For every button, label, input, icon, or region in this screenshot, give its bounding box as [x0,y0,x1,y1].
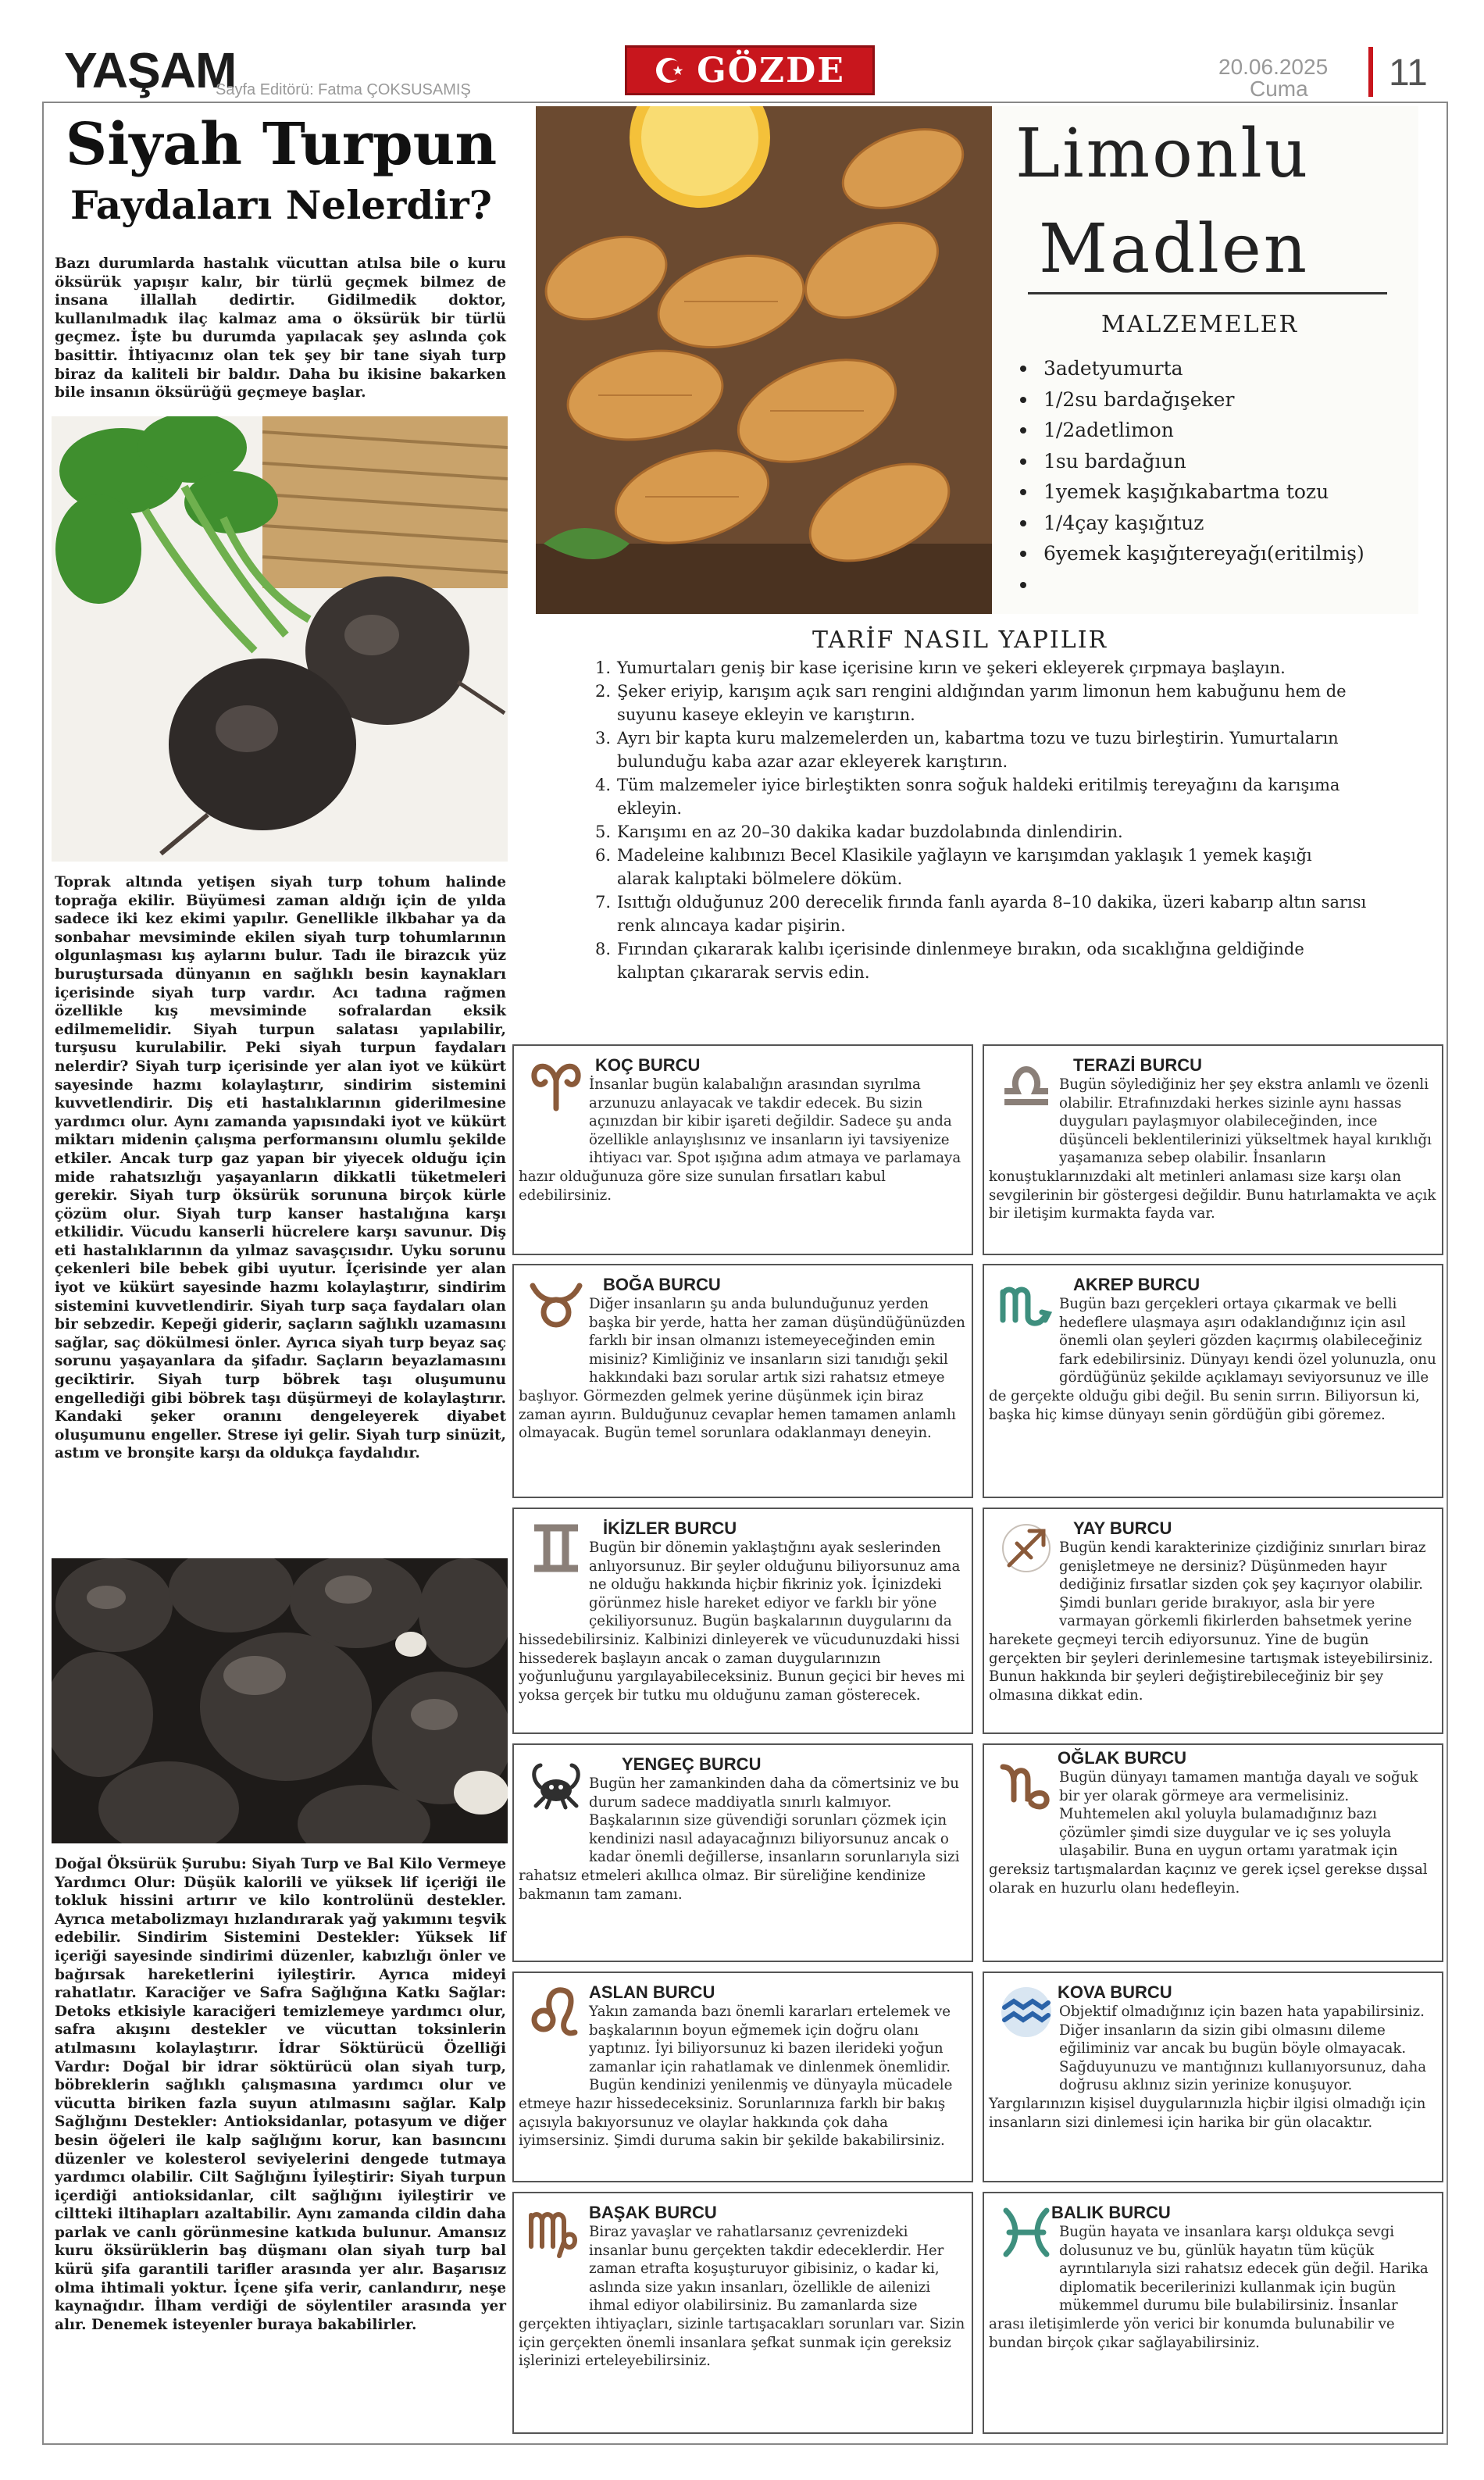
article-subtitle: Faydaları Nelerdir? [70,182,492,228]
step-text: Karışımı en az 20–30 dakika kadar buzdolabında dinlendirin. [617,823,1123,841]
horoscope-virgo [512,2192,973,2434]
step-text: Tüm malzemeler iyice birleştikten sonra soğuk haldeki eritilmiş tereyağını da karışıma ekleyin. [617,776,1340,818]
horoscope-text: Bugün söylediğiniz her şey ekstra anlamlı ve özenli olabilir. Etrafınızdaki herkes sizinle aynı hassas duyguları paylaşmıyor olabileceğinden, ince düşünceli beklentilerinizi yükseltmek hayal kırıklığı yaşamanıza sebep olabilir. İnsanların konuştuklarınızdaki alt metinleri anlaması size karşı olan sevgilerinin bir göstergesi değildir. Bunu hatırlamakta ve açık bir iletişim kurmakta fayda var. [989,1076,1436,1222]
horoscope-text: Bugün hayata ve insanlara karşı oldukça sevgi dolusunuz ve bu, günlük hayatın tüm küçük ayrıntılarıyla sizi rahatsız edecek gün değil. Harika diplomatik becerilerinizi kullanmak için bugün mükemmel durumu bile bulabilirsiniz. İnsanlar arası iletişimlerde yön verici bir konumda bulunabilir ve bundan birçok çıkar sağlayabilirsiniz. [989,2224,1429,2351]
step-text: Ayrı bir kapta kuru malzemelerden un, kabartma tozu ve tuzu birleştirin. Yumurtaların bulunduğu kaba azar azar ekleyerek karıştırın. [617,729,1339,771]
article-body-continued: Doğal Öksürük Şurubu: Siyah Turp ve Bal Kilo Vermeye Yardımcı Olur: Düşük kalorili ve yüksek lif içeriği ile tokluk hissini artırır ve kilo kontrolünü destekler. Ayrıca metabolizmayı hızlandırarak yağ yakımını teşvik edebilir. Sindirim Sistemini Destekler: Yüksek lif içeriği sayesinde sindirimi düzenler, kabızlığı önler ve bağırsak hareketlerini iyileştirir. Ayrıca mideyi rahatlatır. Karaciğer ve Safra Sağlığına Katkı Sağlar: Detoks etkisiyle karaciğeri temizlemeye yardımcı olur, safra akışını destekler ve vücuttan toksinlerin atılmasını kolaylaştırır. İdrar Söktürücü Özelliği Vardır: Doğal bir idrar söktürücü olan siyah turp, böbreklerin sağlıklı çalışmasına yardımcı olur ve vücutta biriken fazla suyun atılmasını sağlar. Kalp Sağlığını Destekler: Antioksidanlar, potasyum ve diğer besin öğeleri ile kalp sağlığını korur, kan basıncını düzenler ve kolesterol seviyelerini dengede tutmaya yardımcı olabilir. Cilt Sağlığını İyileştirir: Siyah turpun içerdiği antioksidanlar, cilt sağlığını iyileştirir ve ciltteki iltihapları azaltabilir. Aynı zamanda cildin daha parlak ve canlı görünmesine katkıda bulunur. Amansız kuru öksürüklerin baş düşmanı olan siyah turp bal kürü şifa garantili tarifler arasında yer alır. Başarısız olma ihtimali yoktur. İçene şifa verir, canlandırır, neşe kaynağıdır. İlham verdiği de söylentiler arasında yer alır. Denemek isteyenler buraya bakabilirler. [55,1856,506,2333]
crescent-star-icon [655,55,686,86]
black-radish-photo [52,416,508,862]
horoscope-name: BOĞA BURCU [603,1275,721,1294]
horoscope-scorpio [983,1264,1443,1498]
header-divider [1368,47,1373,97]
horoscope-text: Objektif olmadığınız için bazen hata yapabilirsiniz. Diğer insanların da sizin gibi olmasını dileme eğiliminiz var ancak bu bugün böyle olmayacak. Sağduyunuzu ve mantığınızı kullanıyorsunuz, daha doğrusu aklınız sizin yerinize konuşuyor. Yargılarınızın kişisel duygularınızla hiçbir ilgisi olmadığı için insanların sizi dinlemesi için harika bir gün olacaktır. [989,2004,1427,2131]
issue-day: Cuma [1250,77,1308,101]
horoscope-gemini [512,1508,973,1734]
step-text: Şeker eriyip, karışım açık sarı rengini aldığından yarım limonun hem kabuğunu hem de suyunu kaseye ekleyin ve karıştırın. [617,682,1347,724]
ingredient-item: 1/4çay kaşığıtuz [1015,508,1364,539]
horoscope-aries [512,1044,973,1255]
horoscope-text: Bugün bir dönemin yaklaştığını ayak seslerinden anlıyorsunuz. Bir şeyler olduğunu biliyorsunuz ama ne olduğu hakkında hiçbir fikriniz yok. İçinizdeki görünmez hisle hareket ediyor ve farklı bir yöne çekiliyorsunuz. Bugün başkalarının duygularını da hissedebilirsiniz. Kalbinizi dinleyerek ve vücudunuzdaki hissi hissederek başlayın ancak o zaman duygularınızın yoğunluğunu yargılayabileceksiniz. Bunun geçici bir heves mi yoksa gerçek bir tutku mu olduğunu zaman gösterecek. [519,1540,965,1704]
recipe-title: Limonlu [1015,115,1311,193]
ingredient-item: 1/2su bardağışeker [1015,384,1364,416]
ingredient-item: 6yemek kaşığıtereyağı(eritilmiş) [1015,538,1364,569]
title-underline [1028,292,1387,294]
horoscope-name: YAY BURCU [1073,1518,1172,1538]
recipe-step [578,937,1367,984]
step-text: Fırından çıkararak kalıbı içerisinde dinlenmeye bırakın, oda sıcaklığına geldiğinde kalıptan çıkararak servis edin. [617,940,1304,982]
madeleine-photo [536,106,992,614]
page-number: 11 [1389,52,1428,94]
horoscope-libra [983,1044,1443,1255]
page-editor: Sayfa Editörü: Fatma ÇOKSUSAMIŞ [216,81,471,98]
steps-heading: TARİF NASIL YAPILIR [812,626,1108,654]
step-number: 4. [594,776,611,794]
step-text: Isıttığı olduğunuz 200 derecelik fırında fanlı ayarda 8–10 dakika, üzeri kabarıp altın sarısı renk alıncaya kadar pişirin. [617,893,1367,935]
horoscope-text: İnsanlar bugün kalabalığın arasından sıyrılma arzunuzu anlayacak ve takdir edecek. Bu sizin açınızdan bir kibir işareti değildir. Sadece şu anda özellikle anlayışlısınız ve insanların iyi tavsiyenize ihtiyacı var. Spot ışığına adım atmaya ve parlamaya hazır olduğunuza göre size sunulan fırsatları kabul edebilirsiniz. [519,1076,961,1204]
horoscope-text: Yakın zamanda bazı önemli kararları ertelemek ve başkalarının boyun eğmemek için doğru olanı yaptınız. İyi biliyorsunuz ki bazen ilerideki yoğun zamanlar için rahatlamak ve dinlenmek önemlidir. Bugün kendinizi yenilenmiş ve dünyayla mücadele etmeye hazır hissedeceksiniz. Sorunlarınıza farklı bir bakış açısıyla bakıyorsunuz ve olaylar hakkında çok daha iyimsersiniz. Şimdi duruma sakin bir şekilde bakabilirsiniz. [519,2004,953,2150]
horoscope-name: BALIK BURCU [1051,2203,1171,2222]
horoscope-capricorn [983,1743,1443,1962]
step-number: 6. [594,846,611,865]
logo-text: GÖZDE [697,50,845,91]
horoscope-aquarius [983,1972,1443,2182]
horoscope-name: KOÇ BURCU [595,1055,701,1075]
recipe-step [578,820,1367,844]
step-number: 8. [594,940,611,958]
horoscope-text: Bugün kendi karakterinize çizdiğiniz sınırları biraz genişletmeye ne dersiniz? Düşünmeden hayır dediğiniz fırsatlar sizden çok şey kaçırıyor olabilir. Şimdi bunları geride bırakıyor, asla bir yere varmayan görkemli fikirlerden bahsetmek yerine harekete geçmeyi tercih ediyorsunuz. Yine de bugün gerçekten bir şeyleri derinlemesine tartışmak isteyebilirsiniz. Bunun hakkında bir şeyleri değiştirebileceğiniz bir şey olmasına dikkat edin. [989,1540,1433,1704]
section-title: YAŞAM [64,42,237,98]
horoscope-name: YENGEÇ BURCU [622,1754,762,1774]
step-number: 5. [594,823,611,841]
recipe-step [578,773,1367,820]
horoscope-text: Biraz yavaşlar ve rahatlarsanız çevrenizdeki insanlar bunu gerçekten takdir edeceklerdir. Her zaman etrafta koşuşturuyor gibisiniz, o kadar ki, aslında size yakın insanları, özellikle de ailenizi ihmal ediyor olabilirsiniz. Bu zamanlarda size gerçekten ihtiyaçları, sizinle tartışacakları sorunları var. Sizin için gerçekten önemli insanlara şefkat sunmak için gereksiz işlerinizi erteleyebilirsiniz. [519,2224,965,2370]
ingredients-list [1015,353,1364,569]
step-number: 2. [594,682,611,701]
ingredient-item: 1su bardağıun [1015,446,1364,477]
horoscope-name: AKREP BURCU [1073,1275,1200,1294]
horoscope-name: TERAZİ BURCU [1073,1055,1202,1075]
step-text: Madeleine kalıbınızı Becel Klasikile yağlayın ve karışımdan yaklaşık 1 yemek kaşığı alarak kalıptaki bölmelere döküm. [617,846,1312,888]
horoscope-name: ASLAN BURCU [589,1982,715,2002]
ingredient-item: 1/2adetlimon [1015,415,1364,446]
recipe-step [578,656,1367,680]
horoscope-cancer [512,1743,973,1962]
recipe-title-line2: Madlen [1039,210,1310,288]
step-number: 7. [594,893,611,912]
step-number: 1. [594,658,611,677]
ingredients-heading: MALZEMELER [1101,311,1299,338]
horoscope-text: Diğer insanların şu anda bulunduğunuz yerden başka bir yerde, hatta her zaman düşündüğünüzden farklı bir insan olmanızı istemeyeceğinden emin misiniz? Kimliğiniz ve insanların sizi tanıdığı şekil hakkındaki bazı sorular artık sizi rahatsız etmeye başlıyor. Görmezden gelmek yerine düşünmek için biraz zaman ayırın. Bulduğunuz cevaplar hemen tamamen anlamlı olmayacak. Bugün temel sorunlara odaklanmayı deneyin. [519,1296,965,1442]
step-number: 3. [594,729,611,748]
recipe-step [578,844,1367,890]
article-intro: Bazı durumlarda hastalık vücuttan atılsa bile o kuru öksürük yapışır kalır, bir türlü geçmek bilmez de insana illallah dedirtir. Gidilmedik doktor, kullanılmadık ilaç kalmaz ama o öksürük bir türlü geçmez. İşte bu durumda yapılacak şey aslında çok basittir. İhtiyacınız olan tek şey bir tane siyah turp biraz da kaliteli bir baldır. Daha bu ikisine bakarken bile insanın öksürüğü geçmeye başlar. [55,255,506,401]
horoscope-leo [512,1972,973,2182]
article-title: Siyah Turpun [65,111,498,178]
issue-date: 20.06.2025 [1218,55,1329,79]
recipe-step [578,680,1367,726]
article-body: Toprak altında yetişen siyah turp tohum halinde toprağa ekilir. Büyümesi zaman aldığı için de yılda sadece iki kez ekimi yapılır. Genellikle ilkbahar ya da sonbahar mevsiminde ekilen siyah turp tohumlarının olgunlaşması kış aylarını bulur. Tadı ile birazcık yüz buruştursada dünyanın en sağlıklı besin kaynakları içerisinde siyah turp vardır. Acı tadına rağmen özellikle kış mevsiminde sofralardan eksik edilmemelidir. Siyah turpun salatası yapılabilir, turşusu kurulabilir. Peki siyah turpun faydaları nelerdir? Siyah turp içerisinde yer alan iyot ve kükürt sayesinde hazmı kolaylaştırır, sindirim sistemini kuvvetlendirir. Diş eti hastalıklarının giderilmesine yardımcı olur. Aynı zamanda yapısındaki iyot ve kükürt miktarı midenin çalışma performansını olumlu şekilde etkiler. Ancak turp gaz yapan bir yiyecek olduğu için mide rahatsızlığı yaşayanların dikkatli tüketmeleri gerekir. Siyah turp öksürük sorununa birçok kürle çözüm olur. Siyah turp kanser hastalığına karşı etkilidir. Vücudu kanserli hücrelere karşı savunur. Diş eti hastalıklarının da yılmaz savaşçısıdır. Uyku sorunu çekenleri bile bebek gibi uyutur. İçerisinde yer alan iyot ve kükürt sayesinde hazmı kolaylaştırır, sindirim sistemini kuvvetlendirir. Siyah turp saça faydaları olan bir sebzedir. Kepeği giderir, saçların sağlıklı uzamasını sağlar, saç dökülmesi önler. Ayrıca siyah turp beyaz saç sorunu yaşayanlara da şifadır. Saçların beyazlamasını geciktirir. Siyah turp böbrek taşı oluşumunu engellediği gibi böbrek taşı düşürmeyi de kolaylaştırır. Kandaki şeker oranını dengeleyerek diyabet oluşumunu engeller. Strese iyi gelir. Siyah turp sinüzit, astım ve bronşite karşı da oldukça faydalıdır. [55,874,506,1462]
horoscope-text: Bugün her zamankinden daha da cömertsiniz ve bu durum sadece maddiyatla sınırlı kalmıyor. Başkalarının size güvendiği sorunları çözmek için kendinizi nasıl adayacağınızı biliyorsunuz ancak o kadar önemli değillerse, insanların sorunlarıyla sizi rahatsız etmeleri akıllıca olmaz. Bir süreliğine kendinize bakmanın tam zamanı. [519,1775,960,1903]
horoscope-text: Bugün bazı gerçekleri ortaya çıkarmak ve belli hedeflere ulaşmaya aşırı odaklandığınız için asıl önemli olan şeyleri gözden kaçırmış olabileceğiniz fark edebilirsiniz. Dünyayı kendi özel yolunuzla, onu gördüğünüz şekilde açıklamayı seviyorsunuz ve ille de gerçekte olduğu gibi değil. Bu senin sırrın. Biliyorsun ki, başka hiç kimse dünyayı senin gördüğün gibi göremez. [989,1296,1436,1423]
horoscope-sagittarius [983,1508,1443,1734]
horoscope-taurus [512,1264,973,1498]
horoscope-name: İKİZLER BURCU [603,1518,737,1538]
ingredient-item: 3adetyumurta [1015,353,1364,384]
step-text: Yumurtaları geniş bir kase içerisine kırın ve şekeri ekleyerek çırpmaya başlayın. [617,658,1286,677]
newspaper-logo[interactable] [625,45,875,95]
horoscope-pisces [983,2192,1443,2434]
ingredient-item: 1yemek kaşığıkabartma tozu [1015,476,1364,508]
horoscope-name: BAŞAK BURCU [589,2203,717,2222]
horoscope-name: OĞLAK BURCU [1058,1748,1186,1768]
recipe-step [578,890,1367,937]
radish-pile-photo [52,1558,508,1843]
horoscope-name: KOVA BURCU [1058,1982,1172,2002]
recipe-step [578,726,1367,773]
recipe-steps [578,656,1367,984]
horoscope-text: Bugün dünyayı tamamen mantığa dayalı ve soğuk bir yer olarak görmeye ara vermelisiniz. Muhtemelen akıl yoluyla bulamadığınız bazı çözümler şimdi size duygular ve iç ses yoluyla ulaşabilir. Buna en uygun ortamı yaratmak için gereksiz tartışmalardan kaçınız ve gerek içsel gerekse dışsal olarak en huzurlu olanı hedefleyin. [989,1769,1428,1897]
